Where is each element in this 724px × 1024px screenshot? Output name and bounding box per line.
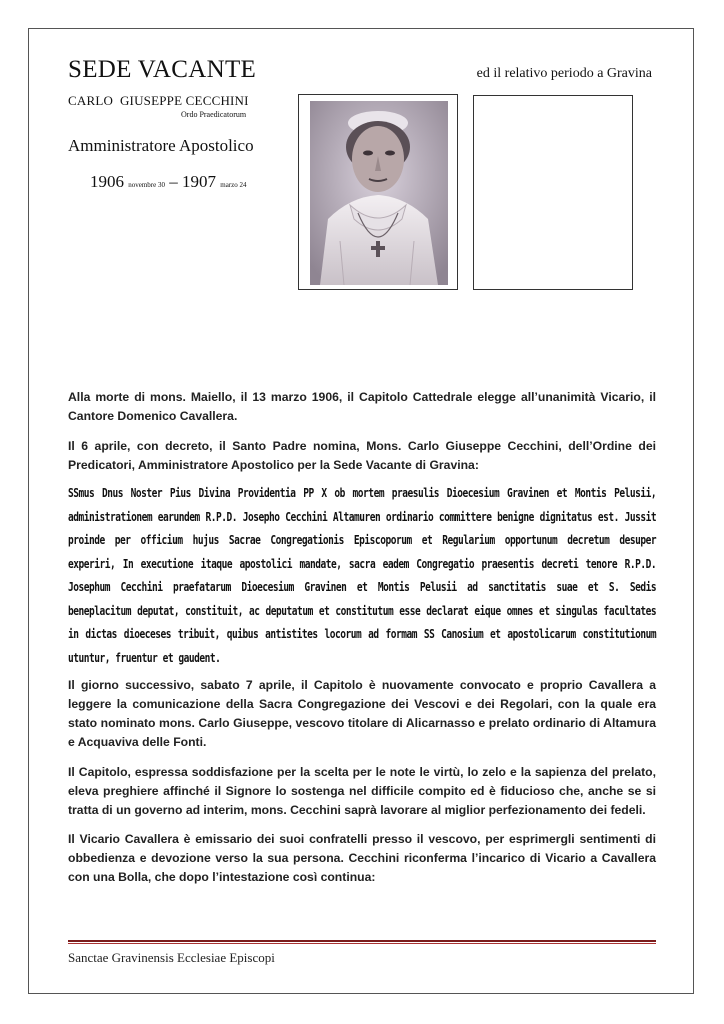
tenure-dates bbox=[90, 172, 247, 192]
end-day: marzo 24 bbox=[220, 181, 247, 189]
footer-rule bbox=[68, 940, 656, 942]
end-year: 1907 bbox=[182, 172, 216, 191]
empty-portrait-frame bbox=[473, 95, 633, 290]
person-role: Amministratore Apostolico bbox=[68, 136, 254, 155]
footer-rule-thin bbox=[68, 943, 656, 944]
person-name: CARLO GIUSEPPE CECCHINI bbox=[68, 93, 249, 108]
document-subtitle: ed il relativo periodo a Gravina bbox=[476, 66, 652, 81]
page-footer: Sanctae Gravinensis Ecclesiae Episcopi bbox=[68, 950, 275, 965]
paragraph-4: Il Capitolo, espressa soddisfazione per la scelta per le note le virtù, lo zelo e la sapienza del prelato, eleva preghiere affinché il Signore lo sostenga nel difficile compito ed è fiducioso che, anche se si tratta di un governo ad interim, mons. Cecchini saprà lavorare al miglior perfezionamento dei fedeli. bbox=[68, 765, 656, 817]
start-year: 1906 bbox=[90, 172, 124, 191]
portrait-frame bbox=[298, 94, 458, 290]
paragraph-3: Il giorno successivo, sabato 7 aprile, il Capitolo è nuovamente convocato e proprio Cavallera a leggere la comunicazione della Sacra Congregazione dei Vescovi e dei Regolari, con la quale era stato nominato mons. Carlo Giuseppe, vescovo titolare di Alicarnasso e prelato ordinario di Altamura e Acquaviva delle Fonti. bbox=[68, 678, 656, 749]
decree-text: SSmus Dnus Noster Pius Divina Providentia PP X ob mortem praesulis Dioecesium Gravinen et Montis Pelusii, administrationem earundem R.P.D. Josepho Cecchini Altamuren ordinario committere benigne dignitatus est. Jussit proinde per officium hujus Sacrae Congregationis Episcoporum et Regularium opportunum decretum desuper experiri, In executione itaque apostolici mandate, sacra eadem Congregatio praesentis decreti tenore R.P.D. Josephum Cecchini praefatarum Dioecesium Gravinen et Montis Pelusii ad sanctitatis suae et S. Sedis beneplacitum deputat, constituit, ac deputatum et constitutum esse declarat eique omnes et singulas facultates in dictas dioeceses tribuit, quibus antistites locorum ad formam SS Canosium et apostolicarum constitutionum utuntur, fruentur et gaudent. bbox=[68, 486, 657, 665]
religious-order: Ordo Praedicatorum bbox=[181, 110, 247, 119]
portrait-photo bbox=[310, 101, 448, 285]
paragraph-1: Alla morte di mons. Maiello, il 13 marzo 1906, il Capitolo Cattedrale elegge all’unanimità Vicario, il Cantore Domenico Cavallera. bbox=[68, 390, 656, 423]
date-separator: – bbox=[169, 172, 178, 191]
document-title: SEDE VACANTE bbox=[68, 56, 257, 83]
start-day: novembre 30 bbox=[128, 181, 165, 189]
paragraph-5: Il Vicario Cavallera è emissario dei suoi confratelli presso il vescovo, per esprimergli sentimenti di obbedienza e devozione verso la sua persona. Cecchini riconferma l’incarico di Vicario a Cavallera con una Bolla, che dopo l’intestazione così continua: bbox=[68, 832, 656, 884]
paragraph-2: Il 6 aprile, con decreto, il Santo Padre nomina, Mons. Carlo Giuseppe Cecchini, dell’Ordine dei Predicatori, Amministratore Apostolico per la Sede Vacante di Gravina: bbox=[68, 439, 656, 472]
